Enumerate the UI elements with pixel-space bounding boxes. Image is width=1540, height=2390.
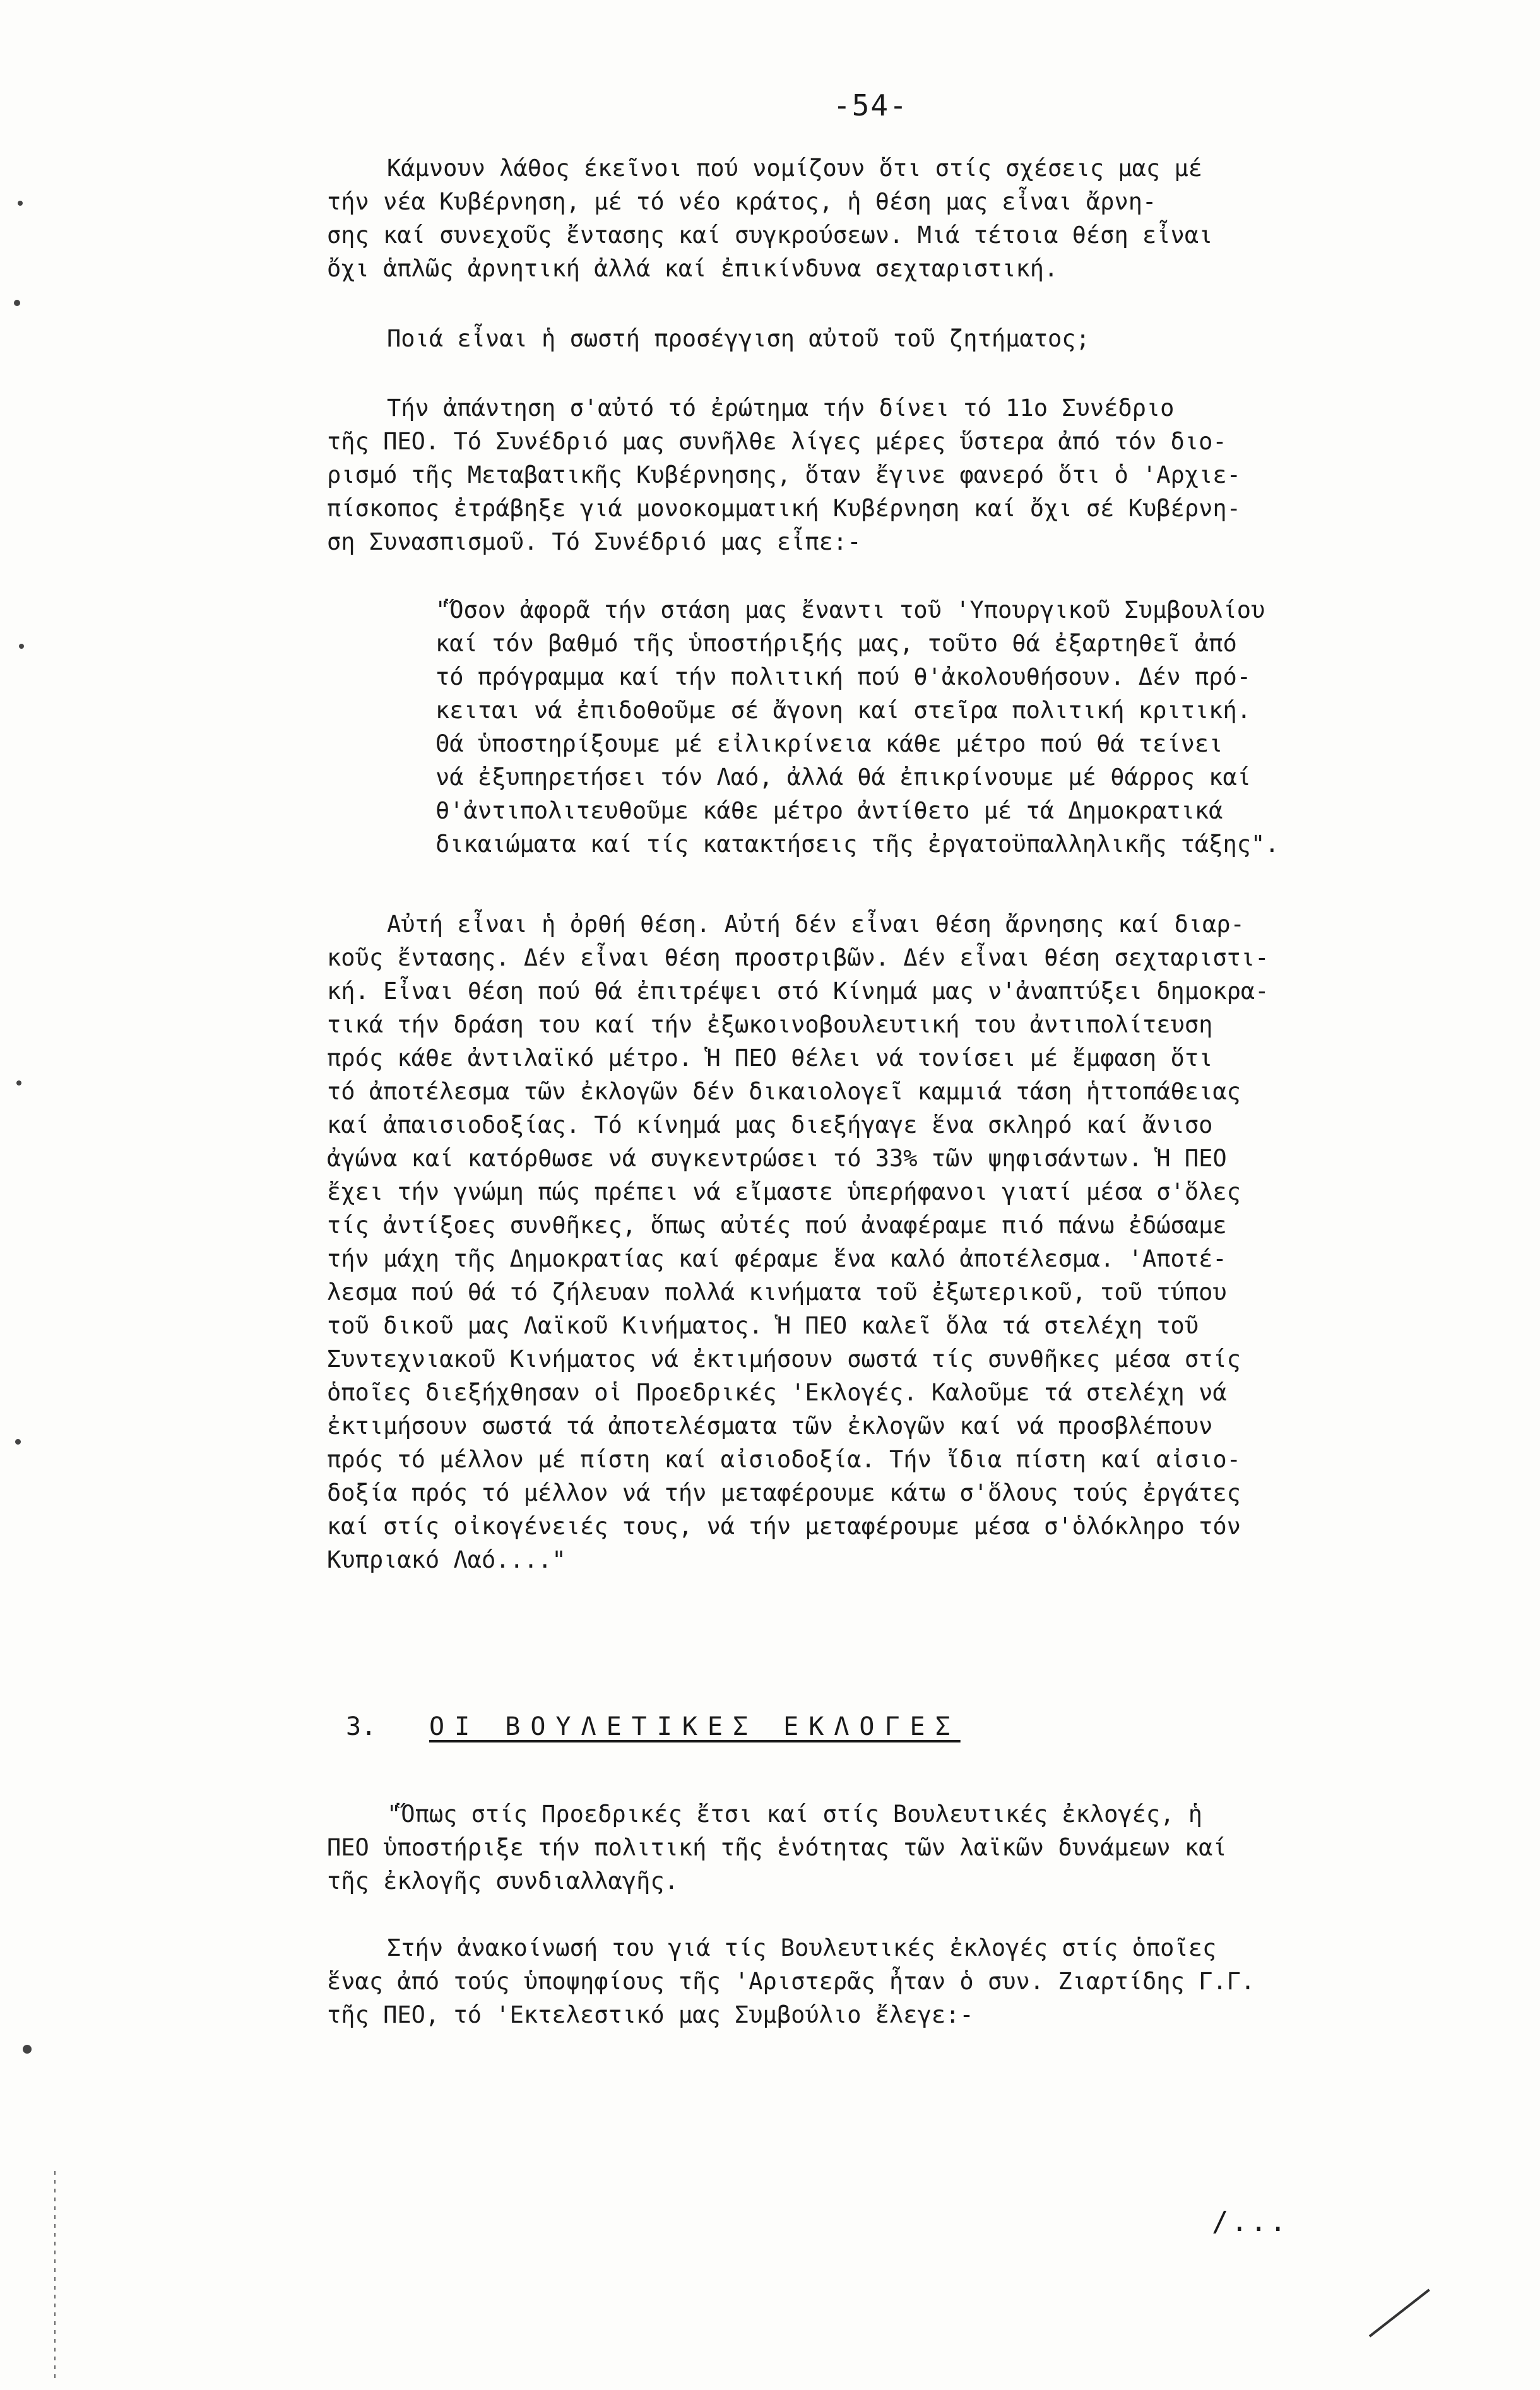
margin-speck (19, 644, 24, 649)
section-paragraph-2 (327, 1931, 1425, 2032)
text-line: τήν μάχη τῆς Δημοκρατίας καί φέραμε ἕνα καλό ἀποτέλεσμα. 'Αποτέ- (327, 1245, 1227, 1272)
text-line: θ'ἀντιπολιτευθοῦμε κάθε μέτρο ἀντίθετο μέ τά Δημοκρατικά (435, 797, 1223, 824)
congress-quote (435, 593, 1445, 861)
text-line: ἀγώνα καί κατόρθωσε νά συγκεντρώσει τό 33% τῶν ψηφισάντων. Ἡ ΠΕΟ (327, 1145, 1227, 1172)
text-line: ΠΕΟ ὑποστήριξε τήν πολιτική τῆς ἑνότητας τῶν λαϊκῶν δυνάμεων καί (327, 1834, 1227, 1861)
text-line: τῆς ΠΕΟ, τό 'Εκτελεστικό μας Συμβούλιο ἔλεγε:- (327, 2001, 974, 2028)
text-line: πρός κάθε ἀντιλαϊκό μέτρο. Ἡ ΠΕΟ θέλει νά τονίσει μέ ἔμφαση ὅτι (327, 1044, 1213, 1072)
text-line: κειται νά ἐπιδοθοῦμε σέ ἄγονη καί στεῖρα πολιτική κριτική. (435, 697, 1252, 724)
text-line: λεσμα πού θά τό ζήλευαν πολλά κινήματα τοῦ ἐξωτερικοῦ, τοῦ τύπου (327, 1279, 1227, 1306)
page-number: -54- (833, 88, 908, 122)
margin-speck (16, 1080, 21, 1086)
text-line: ρισμό τῆς Μεταβατικῆς Κυβέρνησης, ὅταν ἔγινε φανερό ὅτι ὁ 'Αρχιε- (327, 461, 1241, 488)
margin-speck (18, 201, 23, 206)
text-line: ἔχει τήν γνώμη πώς πρέπει νά εἴμαστε ὑπερήφανοι γιατί μέσα σ'ὅλες (327, 1178, 1241, 1205)
text-line: τικά τήν δράση του καί τήν ἐξωκοινοβουλευτική του ἀντιπολίτευση (327, 1011, 1213, 1038)
binding-edge (54, 2171, 56, 2379)
text-line: νά ἐξυπηρετήσει τόν Λαό, ἀλλά θά ἐπικρίνουμε μέ θάρρος καί (435, 764, 1252, 791)
text-line: δικαιώματα καί τίς κατακτήσεις τῆς ἐργατοϋπαλληλικῆς τάξης". (435, 831, 1279, 858)
margin-speck (14, 300, 20, 306)
text-line: σης καί συνεχοῦς ἔντασης καί συγκρούσεων. Μιά τέτοια θέση εἶναι (327, 222, 1213, 249)
section-title: ΟΙ ΒΟΥΛΕΤΙΚΕΣ ΕΚΛΟΓΕΣ (429, 1712, 961, 1741)
text-line: δοξία πρός τό μέλλον νά τήν μεταφέρουμε κάτω σ'ὅλους τούς ἐργάτες (327, 1479, 1241, 1506)
intro-paragraph (327, 151, 1425, 285)
text-line: Αὐτή εἶναι ἡ ὀρθή θέση. Αὐτή δέν εἶναι θέση ἄρνησης καί διαρ- (387, 911, 1245, 938)
text-line: καί τόν βαθμό τῆς ὑποστήριξής μας, τοῦτο θά ἐξαρτηθεῖ ἀπό (435, 630, 1237, 657)
corner-fold-mark (1369, 2289, 1430, 2338)
text-line: τό πρόγραμμα καί τήν πολιτική πού θ'ἀκολουθήσουν. Δέν πρό- (435, 663, 1252, 690)
text-line: "Ὅπως στίς Προεδρικές ἔτσι καί στίς Βουλευτικές ἐκλογές, ἡ (387, 1801, 1203, 1828)
continuation-mark: /... (1212, 2206, 1289, 2238)
text-line: τῆς ΠΕΟ. Τό Συνέδριό μας συνῆλθε λίγες μέρες ὕστερα ἀπό τόν διο- (327, 428, 1227, 455)
margin-speck (23, 2045, 32, 2054)
text-line: Θά ὑποστηρίξουμε μέ εἰλικρίνεια κάθε μέτρο πού θά τείνει (435, 730, 1223, 757)
text-line: "Ὅσον ἀφορᾶ τήν στάση μας ἔναντι τοῦ 'Υπουργικοῦ Συμβουλίου (435, 596, 1265, 624)
text-line: τῆς ἐκλογῆς συνδιαλλαγῆς. (327, 1867, 678, 1895)
text-line: τήν νέα Κυβέρνηση, μέ τό νέο κράτος, ἡ θέση μας εἶναι ἄρνη- (327, 188, 1157, 215)
text-line: πίσκοπος ἐτράβηξε γιά μονοκομματική Κυβέρνηση καί ὄχι σέ Κυβέρνη- (327, 495, 1241, 522)
text-line: ὄχι ἁπλῶς ἀρνητική ἀλλά καί ἐπικίνδυνα σεχταριστική. (327, 255, 1058, 282)
section-number: 3. (346, 1712, 377, 1741)
text-line: Ποιά εἶναι ἡ σωστή προσέγγιση αὐτοῦ τοῦ ζητήματος; (387, 325, 1090, 352)
text-line: ὁποῖες διεξήχθησαν οἱ Προεδρικές 'Εκλογές. Καλοῦμε τά στελέχη νά (327, 1379, 1227, 1406)
text-line: ἐκτιμήσουν σωστά τά ἀποτελέσματα τῶν ἐκλογῶν καί νά προσβλέπουν (327, 1412, 1213, 1440)
text-line: ἕνας ἀπό τούς ὑποψηφίους τῆς 'Αριστερᾶς ἦταν ὁ συν. Ζιαρτίδης Γ.Γ. (327, 1968, 1255, 1995)
text-line: ση Συνασπισμοῦ. Τό Συνέδριό μας εἶπε:- (327, 528, 862, 555)
text-line: πρός τό μέλλον μέ πίστη καί αἰσιοδοξία. Τήν ἴδια πίστη καί αἰσιο- (327, 1446, 1241, 1473)
text-line: τίς ἀντίξοες συνθῆκες, ὅπως αὐτές πού ἀναφέραμε πιό πάνω ἐδώσαμε (327, 1212, 1227, 1239)
position-paragraph (327, 908, 1425, 1577)
text-line: Συντεχνιακοῦ Κινήματος νά ἐκτιμήσουν σωστά τίς συνθῆκες μέσα στίς (327, 1346, 1241, 1373)
text-line: τό ἀποτέλεσμα τῶν ἐκλογῶν δέν δικαιολογεῖ καμμιά τάση ἡττοπάθειας (327, 1078, 1241, 1105)
text-line: καί στίς οἰκογένειές τους, νά τήν μεταφέρουμε μέσα σ'ὁλόκληρο τόν (327, 1513, 1241, 1540)
text-line: τοῦ δικοῦ μας Λαϊκοῦ Κινήματος. Ἡ ΠΕΟ καλεῖ ὅλα τά στελέχη τοῦ (327, 1312, 1199, 1339)
question-paragraph (327, 322, 1425, 355)
text-line: Στήν ἀνακοίνωσή του γιά τίς Βουλευτικές ἐκλογές στίς ὁποῖες (387, 1934, 1217, 1961)
text-line: Τήν ἀπάντηση σ'αὐτό τό ἐρώτημα τήν δίνει τό 11ο Συνέδριο (387, 394, 1175, 422)
text-line: κοῦς ἔντασης. Δέν εἶναι θέση προστριβῶν. Δέν εἶναι θέση σεχταριστι- (327, 944, 1269, 971)
text-line: κή. Εἶναι θέση πού θά ἐπιτρέψει στό Κίνημά μας ν'ἀναπτύξει δημοκρα- (327, 978, 1269, 1005)
answer-paragraph (327, 391, 1425, 559)
text-line: καί ἀπαισιοδοξίας. Τό κίνημά μας διεξήγαγε ἕνα σκληρό καί ἄνισο (327, 1111, 1213, 1139)
text-line: Κάμνουν λάθος έκεῖνοι πού νομίζουν ὅτι στίς σχέσεις μας μέ (387, 155, 1203, 182)
section-paragraph-1 (327, 1797, 1425, 1898)
margin-speck (15, 1439, 21, 1445)
text-line: Κυπριακό Λαό...." (327, 1546, 566, 1573)
section-heading (346, 1712, 961, 1741)
